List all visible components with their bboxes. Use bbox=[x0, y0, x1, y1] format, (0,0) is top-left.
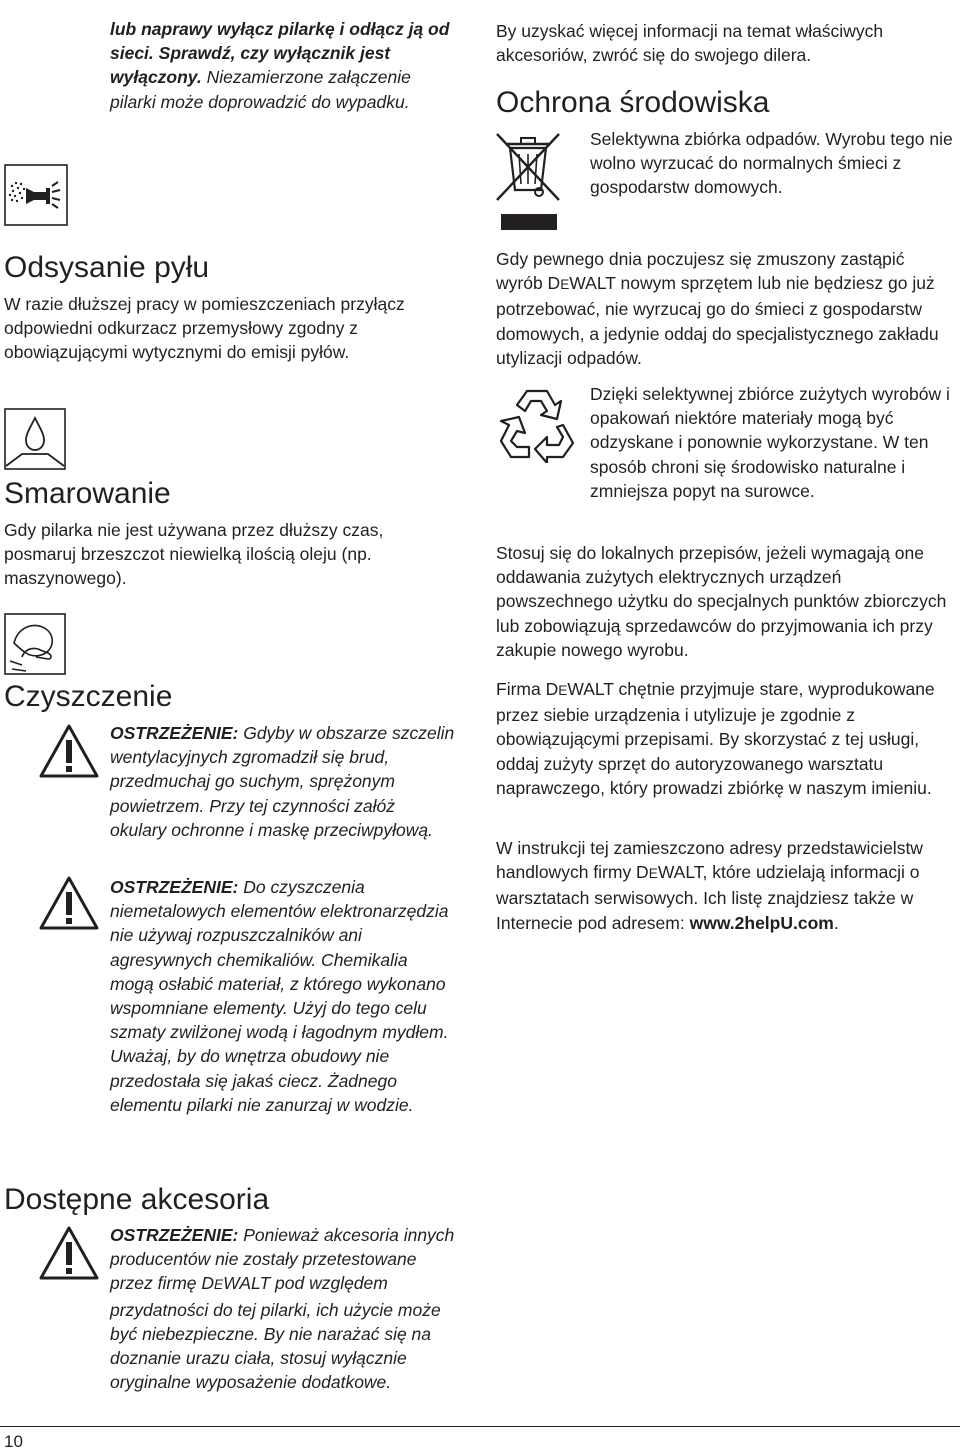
intro-paragraph bbox=[110, 17, 460, 114]
bin-text: Selektywna zbiórka odpadów. Wyrobu tego nie wolno wyrzucać do normalnych śmieci z gospodarstw domowych. bbox=[590, 129, 953, 198]
warning-text: Gdyby w obszarze szczelin wentylacyjnych zgromadził się brud, przedmuchaj go suchym, sprężonym powietrzem. Przy tej czynności załóż okulary ochronne i maskę przeciwpyłową. bbox=[110, 723, 455, 840]
recycle-icon bbox=[497, 385, 577, 463]
warning-triangle-icon bbox=[38, 875, 100, 931]
lube-heading: Smarowanie bbox=[4, 477, 171, 510]
warning-label: OSTRZEŻENIE: bbox=[110, 1225, 239, 1245]
accessories-heading: Dostępne akcesoria bbox=[4, 1183, 270, 1216]
warning-triangle-icon bbox=[38, 723, 100, 779]
dust-text: W razie dłuższej pracy w pomieszczeniach przyłącz odpowiedni odkurzacz przemysłowy zgodny z obowiązującymi wytycznymi do emisji pyłów. bbox=[4, 294, 405, 363]
recycle-text: Dzięki selektywnej zbiórce zużytych wyrobów i opakowań niektóre materiały mogą być odzyskane i ponownie wykorzystane. W ten sposób chroni się środowisko naturalne i zmniejsza popyt na surowce. bbox=[590, 384, 950, 501]
clean-warning-1 bbox=[110, 721, 455, 842]
lube-text: Gdy pilarka nie jest używana przez dłuższy czas, posmaruj brzeszczot niewielką ilością oleju (np. maszynowego). bbox=[4, 520, 384, 589]
accessories-info: By uzyskać więcej informacji na temat właściwych akcesoriów, zwróć się do swojego dilera. bbox=[496, 21, 884, 66]
clean-heading: Czyszczenie bbox=[4, 680, 173, 713]
warning-triangle-icon bbox=[38, 1225, 100, 1281]
page-number: 10 bbox=[4, 1432, 23, 1451]
dust-heading: Odsysanie pyłu bbox=[4, 251, 210, 284]
intro-bold: lub naprawy wyłącz pilarkę i odłącz ją od sieci. Sprawdź, czy wyłącznik jest wyłączony. bbox=[110, 19, 450, 88]
environment-heading: Ochrona środowiska bbox=[496, 86, 770, 119]
cleaning-hand-icon bbox=[4, 613, 66, 675]
warning-label: OSTRZEŻENIE: bbox=[110, 723, 239, 743]
local-rules-text: Stosuj się do lokalnych przepisów, jeżeli wymagają one oddawania zużytych elektrycznych urządzeń powszechnego użytku do specjalnych punktów zbiorczych lub zobowiązują sprzedawców do przyjmowania ich przy zakupie nowego wyrobu. bbox=[496, 543, 947, 660]
warning-label: OSTRZEŻENIE: bbox=[110, 877, 239, 897]
address-text: W instrukcji tej zamieszczono adresy przedstawicielstw handlowych firmy DEWALT, które udzielają informacji o warsztatach serwisowych. Ich listę znajdziesz także w Internecie pod adresem: www.2helpU.com. bbox=[496, 838, 923, 933]
firm-text: Firma DEWALT chętnie przyjmuje stare, wyprodukowane przez siebie urządzenia i utylizuje je zgodnie z obowiązującymi przepisami. By skorzystać z tej usługi, oddaj zużyty sprzęt do autoryzowanego warsztatu naprawczego, który prowadzi zbiórkę w naszym imieniu. bbox=[496, 679, 935, 798]
intro-rest: Niezamierzone załączenie pilarki może doprowadzić do wypadku. bbox=[110, 67, 411, 112]
replace-text: Gdy pewnego dnia poczujesz się zmuszony zastąpić wyrób DEWALT nowym sprzętem lub nie będziesz go już potrzebować, nie wyrzucaj go do śmieci z gospodarstw domowych, a jedynie oddaj do specjalistycznego zakładu utylizacji odpadów. bbox=[496, 249, 939, 368]
footer-rule bbox=[0, 1426, 960, 1427]
website-link[interactable]: www.2helpU.com bbox=[689, 912, 834, 933]
crossed-bin-icon bbox=[493, 128, 563, 234]
clean-warning-2 bbox=[110, 875, 455, 1117]
dust-extraction-icon bbox=[4, 164, 68, 226]
warning-text: Do czyszczenia niemetalowych elementów elektronarzędzia nie używaj rozpuszczalników ani agresywnych chemikaliów. Chemikalia mogą osłabić materiał, z którego wykonano wspomniane elementy. Użyj do tego celu szmaty zwilżonej wodą i łagodnym mydłem. Uważaj, by do wnętrza obudowy nie przedostała się jakaś ciecz. Żadnego elementu pilarki nie zanurzaj w wodzie. bbox=[110, 877, 449, 1115]
accessories-warning: OSTRZEŻENIE: Ponieważ akcesoria innych producentów nie zostały przetestowane przez firmę DEWALT pod względem przydatności do tej pilarki, ich użycie może być niebezpieczne. By nie narażać się na doznanie urazu ciała, stosuj wyłącznie oryginalne wyposażenie dodatkowe. bbox=[110, 1225, 455, 1393]
oil-drop-icon bbox=[4, 408, 66, 470]
